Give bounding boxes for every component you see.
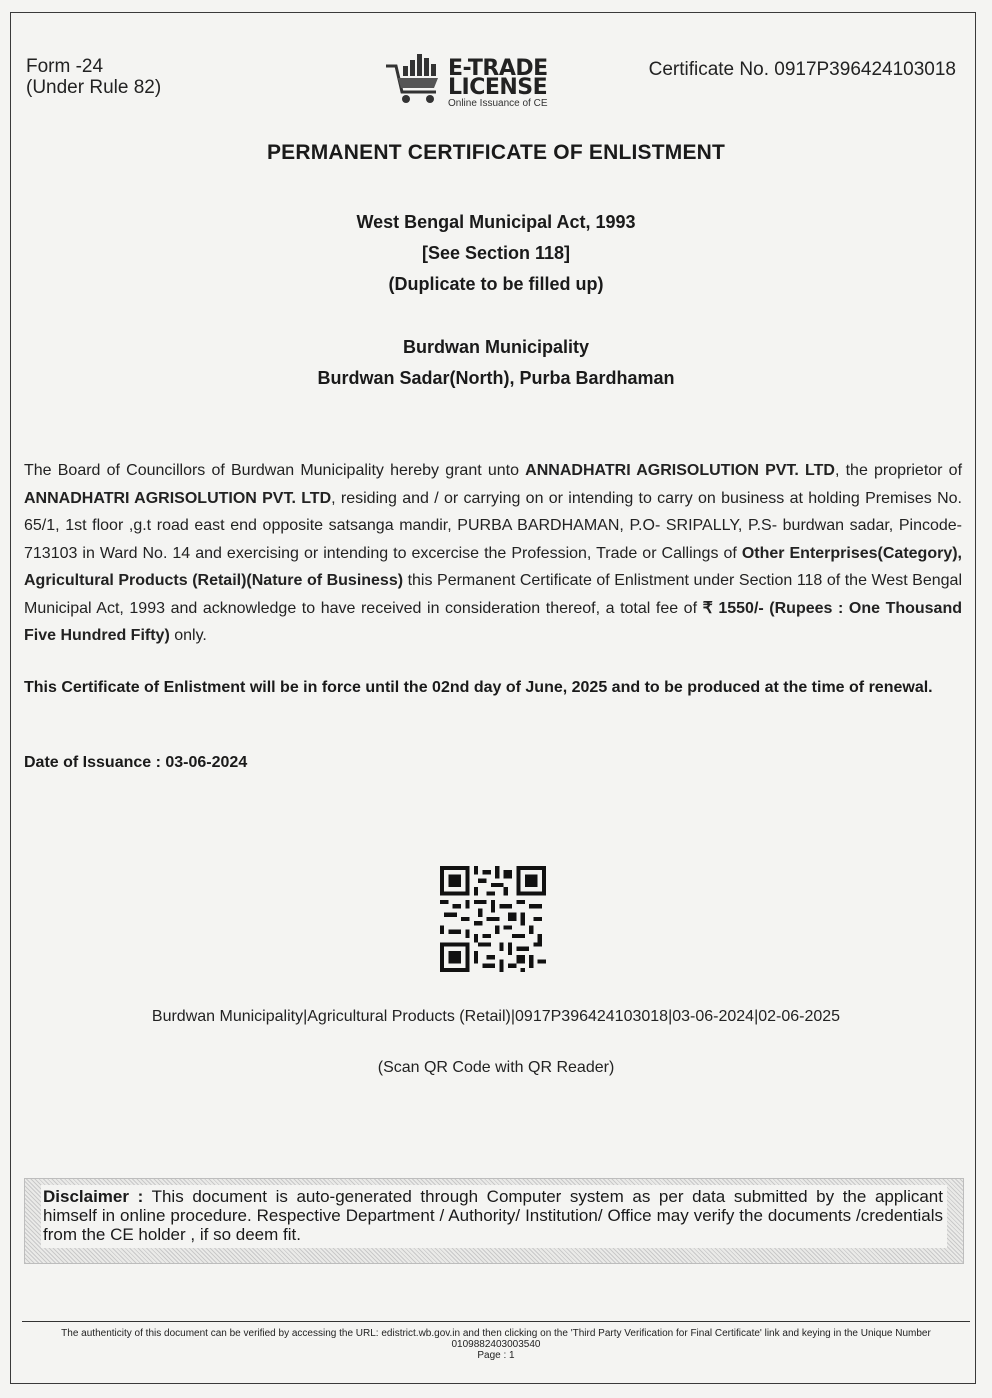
municipality-area: Burdwan Sadar(North), Purba Bardhaman xyxy=(317,368,675,388)
footer-divider xyxy=(22,1321,970,1322)
act-section: [See Section 118] xyxy=(421,243,571,263)
municipality-name: Burdwan Municipality xyxy=(402,337,589,357)
page-title: PERMANENT CERTIFICATE OF ENLISTMENT xyxy=(266,141,726,164)
grantee-name: ANNADHATRI AGRISOLUTION PVT. LTD xyxy=(525,462,835,479)
etrade-license-logo xyxy=(384,52,564,112)
act-reference xyxy=(0,207,992,300)
cart-icon xyxy=(384,52,446,112)
qr-scan-note: (Scan QR Code with QR Reader) xyxy=(377,1059,615,1076)
page-number: Page : 1 xyxy=(477,1350,515,1361)
body-text-4: this Permanent Certificate of Enlistment under Section 118 of the West Bengal Municipal Act, 1993 and acknowledge to have received in consideration thereof, a total fee of xyxy=(24,572,962,617)
form-number xyxy=(26,56,161,98)
qr-summary: Burdwan Municipality|Agricultural Products (Retail)|0917P396424103018|03-06-2024|02-06-2025 xyxy=(151,1008,841,1025)
disclaimer-label: Disclaimer : xyxy=(43,1187,144,1206)
trade-category: Other Enterprises(Category), Agricultural Products (Retail)(Nature of Business) xyxy=(24,544,963,589)
body-text-3: , residing and / or carrying on or intending to carry on business at holding Premises No. 65/1, 1st floor ,g.t road east end opposite satsanga mandir, PURBA BARDHAMAN, P.O- SRIPALLY, P.S- burdwan sadar, Pincode- 713103 in Ward No. 14 and exercising or intending to excercise the Profession, Trade or Callings of xyxy=(24,489,962,562)
qr-code xyxy=(440,866,546,972)
footer xyxy=(22,1328,970,1361)
form-rule: (Under Rule 82) xyxy=(26,77,162,98)
issuance-date: Date of Issuance : 03-06-2024 xyxy=(24,754,248,771)
logo-title: E-TRADE xyxy=(448,56,548,81)
municipality-block xyxy=(0,332,992,394)
verification-note: The authenticity of this document can be verified by accessing the URL: edistrict.wb.gov.in and then clicking on the 'Third Party Verification for Final Certificate' link and keying in the Unique Number 0109882403003540 xyxy=(61,1328,931,1350)
logo-subtitle: LICENSE xyxy=(448,75,548,100)
form-label: Form -24 xyxy=(26,56,104,77)
disclaimer-box xyxy=(24,1178,964,1264)
certificate-body xyxy=(24,457,962,650)
body-text-5: only. xyxy=(169,627,207,644)
duplicate-note: (Duplicate to be filled up) xyxy=(388,274,604,294)
act-name: West Bengal Municipal Act, 1993 xyxy=(356,212,636,232)
validity-statement: This Certificate of Enlistment will be in force until the 02nd day of June, 2025 and to be produced at the time of renewal. xyxy=(24,679,933,696)
disclaimer-text: This document is auto-generated through Computer system as per data submitted by the applicant himself in online procedure. Respective Department / Authority/ Institution/ Office may verify the documents /credentials from the CE holder , if so deem fit. xyxy=(43,1187,943,1244)
fee-amount: ₹ 1550/- (Rupees : One Thousand Five Hundred Fifty) xyxy=(24,599,963,644)
disclaimer-content xyxy=(41,1185,947,1248)
logo-tagline: Online Issuance of CE xyxy=(448,98,548,109)
certificate-number: Certificate No. 0917P396424103018 xyxy=(648,59,956,80)
proprietor-name: ANNADHATRI AGRISOLUTION PVT. LTD xyxy=(24,489,332,507)
body-text-2: , the proprietor of xyxy=(834,462,963,479)
body-text-1: The Board of Councillors of Burdwan Municipality hereby grant unto xyxy=(24,462,526,479)
